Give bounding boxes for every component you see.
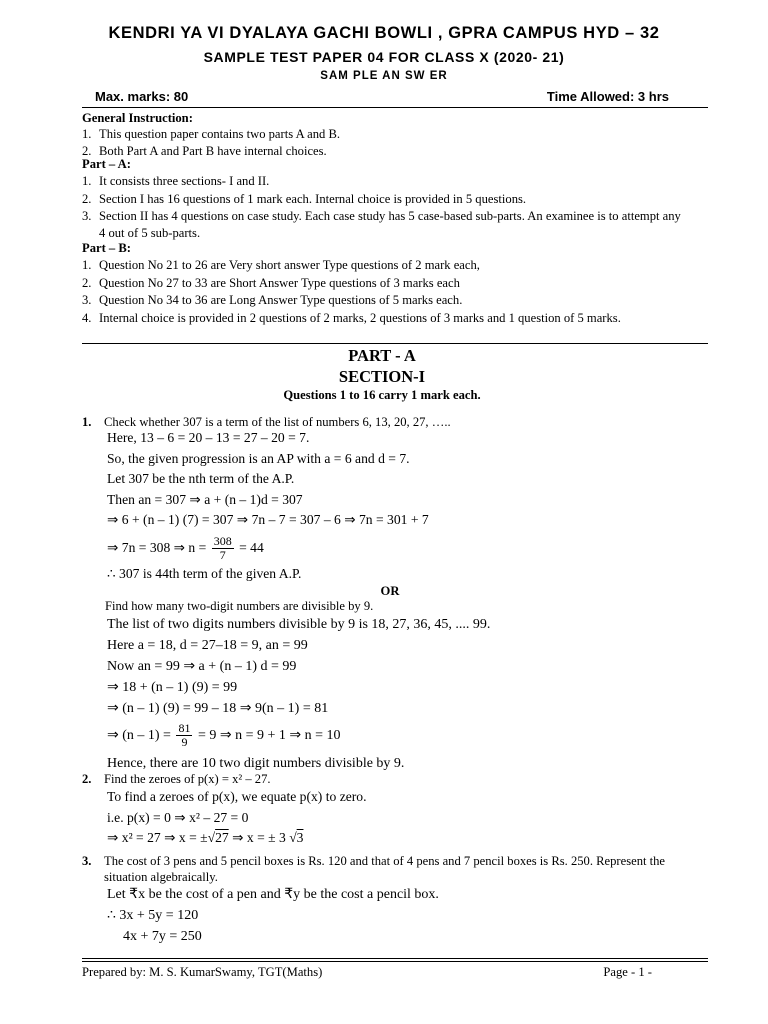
- school-title: KENDRI YA VI DYALAYA GACHI BOWLI , GPRA CAMPUS HYD – 32: [108, 24, 660, 42]
- paper-subtitle: SAM PLE AN SW ER: [320, 70, 448, 82]
- header-divider: [82, 107, 708, 108]
- answer-line: i.e. p(x) = 0 ⇒ x² – 27 = 0: [107, 809, 249, 825]
- instructions-divider: [82, 343, 708, 344]
- list-item: 2. Both Part A and Part B have internal choices.: [82, 143, 327, 158]
- footer-divider: [82, 958, 708, 959]
- list-item: 2. Section I has 16 questions of 1 mark each. Internal choice is provided in 5 questions.: [82, 191, 527, 206]
- answer-line: Hence, there are 10 two digit numbers divisible by 9.: [107, 756, 405, 771]
- answer-line: ⇒ 18 + (n – 1) (9) = 99: [107, 680, 238, 695]
- question-1-or-answer: [107, 614, 490, 774]
- list-item: 1. Question No 21 to 26 are Very short answer Type questions of 2 mark each,: [82, 258, 480, 272]
- answer-line: ⇒ 7n = 308 ⇒ n = $\frac{308}{7}$ = 44: [107, 533, 264, 562]
- question-1: 1. Check whether 307 is a term of the list of numbers 6, 13, 20, 27, …..: [82, 415, 451, 429]
- marks-row: [95, 89, 669, 104]
- fraction: $\frac{308}{7}$: [213, 533, 232, 562]
- paper-title: SAMPLE TEST PAPER 04 FOR CLASS X (2020- 21): [203, 49, 565, 65]
- answer-line: Let ₹x be the cost of a pen and ₹y be the cost a pencil box.: [107, 887, 439, 902]
- part-b-heading: Part – B:: [82, 241, 131, 255]
- answer-line: Let 307 be the nth term of the A.P.: [107, 471, 295, 486]
- answer-line: To find a zeroes of p(x), we equate p(x) to zero.: [107, 789, 367, 804]
- question-1-or: Find how many two-digit numbers are divisible by 9.: [105, 599, 374, 613]
- footer-divider: [82, 961, 708, 962]
- or-label: OR: [380, 584, 400, 598]
- general-instruction-list: [82, 126, 682, 159]
- question-3: 3. The cost of 3 pens and 5 pencil boxes is Rs. 120 and that of 4 pens and 7 pencil boxes is Rs. 250. Represent the situation algebraically.: [82, 854, 666, 884]
- answer-line: ⇒ x² = 27 ⇒ x = ±√27 ⇒ x = ± 3 √3: [107, 830, 304, 845]
- list-item: 3. Section II has 4 questions on case study. Each case study has 5 case-based sub-parts. An examinee is to attempt any 4 out of 5 sub-parts.: [82, 209, 681, 240]
- part-b-list: [82, 257, 672, 326]
- answer-line: 4x + 7y = 250: [123, 929, 202, 944]
- max-marks: Max. marks: 80: [95, 89, 189, 104]
- list-item: 2. Question No 27 to 33 are Short Answer Type questions of 3 marks each: [82, 275, 460, 290]
- time-allowed: Time Allowed: 3 hrs: [546, 89, 669, 104]
- answer-line: Then an = 307 ⇒ a + (n – 1)d = 307: [107, 491, 303, 507]
- section-heading: SECTION-I: [338, 367, 426, 386]
- answer-line: Here a = 18, d = 27–18 = 9, an = 99: [107, 638, 308, 653]
- list-item: 1. It consists three sections- I and II.: [82, 174, 270, 188]
- answer-line: The list of two digits numbers divisible by 9 is 18, 27, 36, 45, .... 99.: [107, 617, 491, 632]
- question-3-answer: [107, 884, 439, 947]
- footer: [82, 965, 652, 980]
- list-item: 4. Internal choice is provided in 2 questions of 2 marks, 2 questions of 3 marks and 1 question of 5 marks.: [82, 310, 621, 325]
- question-2: 2. Find the zeroes of p(x) = x² – 27.: [82, 772, 271, 786]
- general-instruction-heading: General Instruction:: [82, 111, 193, 125]
- list-item: 1. This question paper contains two parts A and B.: [82, 127, 340, 141]
- list-item: 3. Question No 34 to 36 are Long Answer Type questions of 5 marks each.: [82, 293, 463, 308]
- answer-line: Now an = 99 ⇒ a + (n – 1) d = 99: [107, 659, 297, 674]
- answer-line: ⇒ (n – 1) (9) = 99 – 18 ⇒ 9(n – 1) = 81: [107, 701, 329, 716]
- page-number: Page - 1 -: [603, 965, 652, 979]
- part-heading: PART - A: [348, 346, 416, 365]
- fraction: $\frac{81}{9}$: [178, 721, 191, 750]
- answer-line: So, the given progression is an AP with a = 6 and d = 7.: [107, 450, 410, 466]
- answer-line: Here, 13 – 6 = 20 – 13 = 27 – 20 = 7.: [107, 430, 310, 445]
- part-a-heading: Part – A:: [82, 157, 131, 171]
- prepared-by: Prepared by: M. S. KumarSwamy, TGT(Maths): [82, 965, 323, 979]
- part-a-list: [82, 173, 682, 241]
- section-note: Questions 1 to 16 carry 1 mark each.: [283, 388, 481, 402]
- answer-line: ⇒ (n – 1) = $\frac{81}{9}$ = 9 ⇒ n = 9 + 1 ⇒ n = 10: [107, 721, 341, 750]
- answer-line: ∴ 3x + 5y = 120: [107, 908, 199, 923]
- question-1-answer: [107, 428, 429, 584]
- answer-line: ∴ 307 is 44th term of the given A.P.: [107, 565, 302, 581]
- question-2-answer: [107, 787, 366, 849]
- answer-line: ⇒ 6 + (n – 1) (7) = 307 ⇒ 7n – 7 = 307 – 6 ⇒ 7n = 301 + 7: [107, 512, 429, 527]
